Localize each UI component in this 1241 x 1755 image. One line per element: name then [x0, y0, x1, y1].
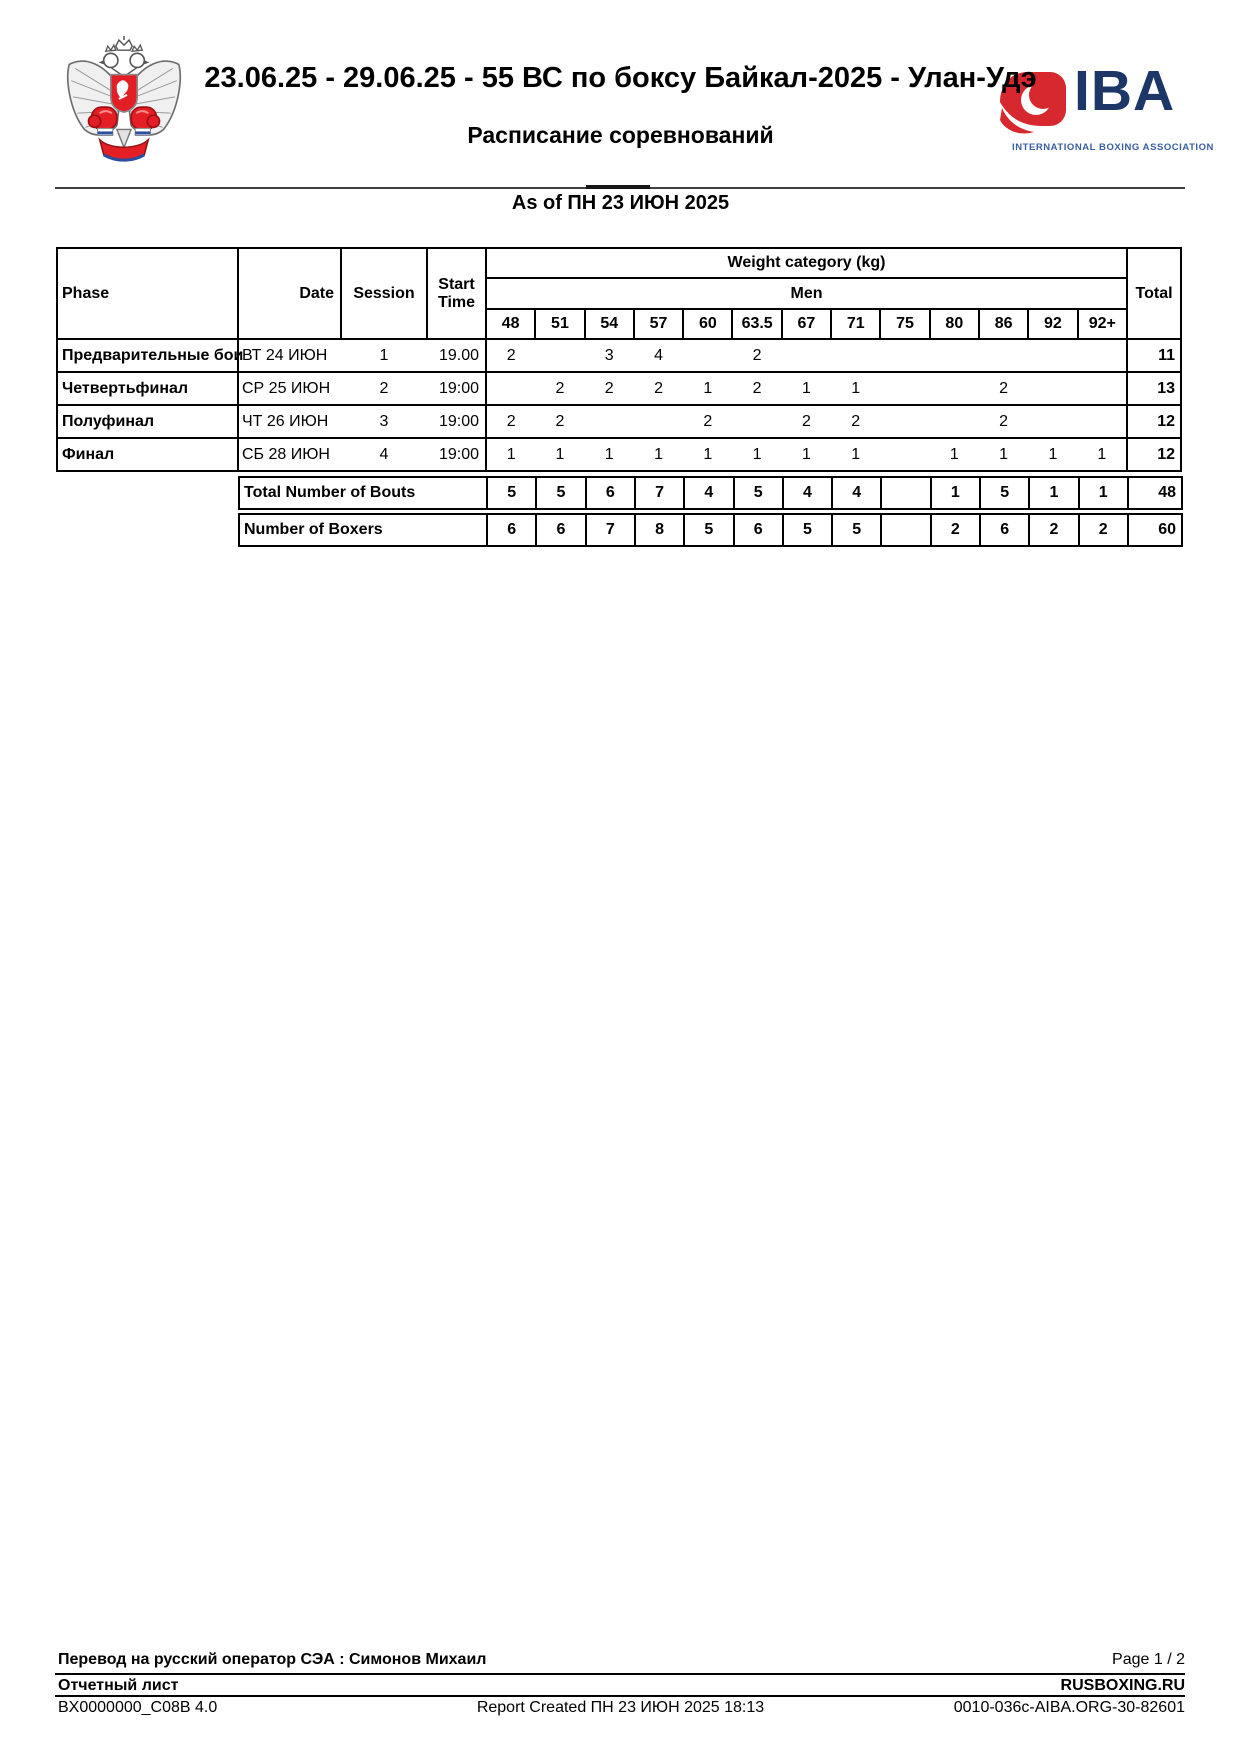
- summary-label: Number of Boxers: [239, 514, 487, 546]
- session-cell: 1: [341, 339, 427, 372]
- footer-divider: [55, 1695, 1185, 1697]
- bouts-cell: [930, 372, 979, 405]
- bouts-cell: 2: [732, 372, 781, 405]
- bouts-cell: [535, 339, 584, 372]
- bouts-cell: [930, 405, 979, 438]
- table-row-semifinals: [57, 405, 1181, 438]
- number-of-boxers-row: [239, 514, 1182, 546]
- bouts-cell: 2: [831, 405, 880, 438]
- page-subtitle: Расписание соревнований: [467, 122, 774, 148]
- date-cell: ВТ 24 ИЮН: [238, 339, 341, 372]
- session-cell: 2: [341, 372, 427, 405]
- bouts-cell: [634, 405, 683, 438]
- summary-cell: 1: [931, 477, 980, 509]
- bouts-cell: [1028, 405, 1077, 438]
- table-row-preliminaries: [57, 339, 1181, 372]
- bouts-cell: 1: [683, 438, 732, 471]
- column-header-session: Session: [341, 248, 427, 339]
- iba-wordmark: IBA: [1074, 59, 1176, 123]
- bouts-cell: 1: [979, 438, 1028, 471]
- page-title: 23.06.25 - 29.06.25 - 55 ВС по боксу Байкал-2025 - Улан-Удэ: [204, 62, 1037, 94]
- summary-cell: 2: [931, 514, 980, 546]
- summary-cell: 2: [1079, 514, 1128, 546]
- phase-cell: Четвертьфинал: [57, 372, 238, 405]
- summary-cell: 1: [1029, 477, 1078, 509]
- gender-group-header: Men: [486, 278, 1127, 309]
- bouts-cell: [683, 339, 732, 372]
- summary-total-cell: 60: [1128, 514, 1182, 546]
- weight-header: 54: [585, 309, 634, 339]
- bouts-cell: 1: [683, 372, 732, 405]
- bouts-cell: 2: [585, 372, 634, 405]
- row-total-cell: 12: [1127, 405, 1181, 438]
- bouts-cell: 1: [585, 438, 634, 471]
- bouts-cell: 2: [486, 405, 535, 438]
- bouts-cell: 4: [634, 339, 683, 372]
- footer-report-created: Report Created ПН 23 ИЮН 2025 18:13: [476, 1699, 765, 1716]
- summary-cell: 6: [487, 514, 536, 546]
- summary-cell: 6: [586, 477, 635, 509]
- summary-cell: 4: [783, 477, 832, 509]
- start-time-cell: 19.00: [427, 339, 486, 372]
- weight-header: 71: [831, 309, 880, 339]
- summary-cell: 6: [536, 514, 585, 546]
- bouts-cell: [1078, 339, 1127, 372]
- summary-cell: 5: [487, 477, 536, 509]
- bouts-cell: [1078, 405, 1127, 438]
- footer-report-name: Отчетный лист: [58, 1677, 179, 1694]
- bouts-cell: 1: [535, 438, 584, 471]
- column-header-total: Total: [1127, 248, 1181, 339]
- summary-cell: 6: [734, 514, 783, 546]
- row-total-cell: 12: [1127, 438, 1181, 471]
- weight-header: 86: [979, 309, 1028, 339]
- bouts-cell: 2: [535, 405, 584, 438]
- weight-header: 57: [634, 309, 683, 339]
- weight-header: 67: [782, 309, 831, 339]
- summary-cell: 2: [1029, 514, 1078, 546]
- weight-header: 48: [486, 309, 535, 339]
- weight-header: 75: [880, 309, 929, 339]
- footer-page-number: Page 1 / 2: [1112, 1651, 1185, 1668]
- header-divider-mark: [586, 185, 650, 189]
- date-cell: ЧТ 26 ИЮН: [238, 405, 341, 438]
- bouts-cell: 1: [1078, 438, 1127, 471]
- weight-category-group-header: Weight category (kg): [486, 248, 1127, 278]
- bouts-cell: [1078, 372, 1127, 405]
- summary-cell: 7: [586, 514, 635, 546]
- bouts-cell: [782, 339, 831, 372]
- footer-doc-id: 0010-036c-AIBA.ORG-30-82601: [953, 1699, 1185, 1716]
- table-row-finals: [57, 438, 1181, 471]
- summary-cell: 5: [783, 514, 832, 546]
- bouts-cell: [880, 372, 929, 405]
- summary-cell: 5: [734, 477, 783, 509]
- footer-translator: Перевод на русский оператор СЭА : Симонов Михаил: [58, 1651, 487, 1668]
- bouts-cell: 2: [683, 405, 732, 438]
- row-total-cell: 13: [1127, 372, 1181, 405]
- summary-cell: 4: [684, 477, 733, 509]
- bouts-cell: 2: [535, 372, 584, 405]
- bouts-cell: 1: [486, 438, 535, 471]
- summary-cell: 6: [980, 514, 1029, 546]
- start-time-cell: 19:00: [427, 372, 486, 405]
- phase-cell: Финал: [57, 438, 238, 471]
- summary-cell: 8: [635, 514, 684, 546]
- summary-cell: 5: [832, 514, 881, 546]
- bouts-cell: [831, 339, 880, 372]
- bouts-cell: [880, 438, 929, 471]
- footer-report-code: BX0000000_C08B 4.0: [58, 1699, 218, 1716]
- bouts-cell: [880, 339, 929, 372]
- table-row-quarterfinals: [57, 372, 1181, 405]
- bouts-cell: 1: [1028, 438, 1077, 471]
- phase-cell: Предварительные бои: [57, 339, 238, 372]
- summary-cell: 7: [635, 477, 684, 509]
- weight-header: 80: [930, 309, 979, 339]
- start-time-cell: 19:00: [427, 405, 486, 438]
- bouts-cell: [486, 372, 535, 405]
- summary-cell: 5: [980, 477, 1029, 509]
- bouts-cell: 2: [486, 339, 535, 372]
- bouts-cell: 3: [585, 339, 634, 372]
- bouts-cell: 1: [930, 438, 979, 471]
- footer-site: RUSBOXING.RU: [1060, 1677, 1185, 1694]
- iba-caption: INTERNATIONAL BOXING ASSOCIATION: [1012, 142, 1214, 153]
- number-of-boxers-table: [238, 513, 1183, 547]
- phase-cell: Полуфинал: [57, 405, 238, 438]
- bouts-cell: 1: [831, 372, 880, 405]
- summary-total-cell: 48: [1128, 477, 1182, 509]
- total-bouts-row: [239, 477, 1182, 509]
- summary-cell: 5: [684, 514, 733, 546]
- summary-cell: [881, 514, 930, 546]
- bouts-cell: 2: [634, 372, 683, 405]
- bouts-cell: 1: [732, 438, 781, 471]
- date-cell: СР 25 ИЮН: [238, 372, 341, 405]
- summary-cell: 5: [536, 477, 585, 509]
- bouts-cell: [1028, 372, 1077, 405]
- session-cell: 3: [341, 405, 427, 438]
- column-header-start-time: Start Time: [427, 248, 486, 339]
- bouts-cell: 2: [979, 372, 1028, 405]
- as-of-date: As of ПН 23 ИЮН 2025: [511, 192, 730, 214]
- bouts-cell: 2: [979, 405, 1028, 438]
- schedule-table: [56, 247, 1182, 472]
- bouts-cell: [880, 405, 929, 438]
- session-cell: 4: [341, 438, 427, 471]
- bouts-cell: 1: [782, 372, 831, 405]
- total-bouts-table: [238, 476, 1183, 510]
- bouts-cell: 2: [732, 339, 781, 372]
- bouts-cell: [1028, 339, 1077, 372]
- weight-header: 51: [535, 309, 584, 339]
- summary-label: Total Number of Bouts: [239, 477, 487, 509]
- weight-header: 63.5: [732, 309, 781, 339]
- bouts-cell: [732, 405, 781, 438]
- summary-cell: [881, 477, 930, 509]
- bouts-cell: 1: [831, 438, 880, 471]
- weight-header: 92+: [1078, 309, 1127, 339]
- footer-divider: [55, 1673, 1185, 1675]
- bouts-cell: 1: [634, 438, 683, 471]
- bouts-cell: 1: [782, 438, 831, 471]
- column-header-date: Date: [238, 248, 341, 339]
- column-header-phase: Phase: [57, 248, 238, 339]
- row-total-cell: 11: [1127, 339, 1181, 372]
- date-cell: СБ 28 ИЮН: [238, 438, 341, 471]
- summary-cell: 1: [1079, 477, 1128, 509]
- weight-header: 60: [683, 309, 732, 339]
- weight-header: 92: [1028, 309, 1077, 339]
- bouts-cell: 2: [782, 405, 831, 438]
- bouts-cell: [930, 339, 979, 372]
- bouts-cell: [979, 339, 1028, 372]
- summary-cell: 4: [832, 477, 881, 509]
- bouts-cell: [585, 405, 634, 438]
- start-time-cell: 19:00: [427, 438, 486, 471]
